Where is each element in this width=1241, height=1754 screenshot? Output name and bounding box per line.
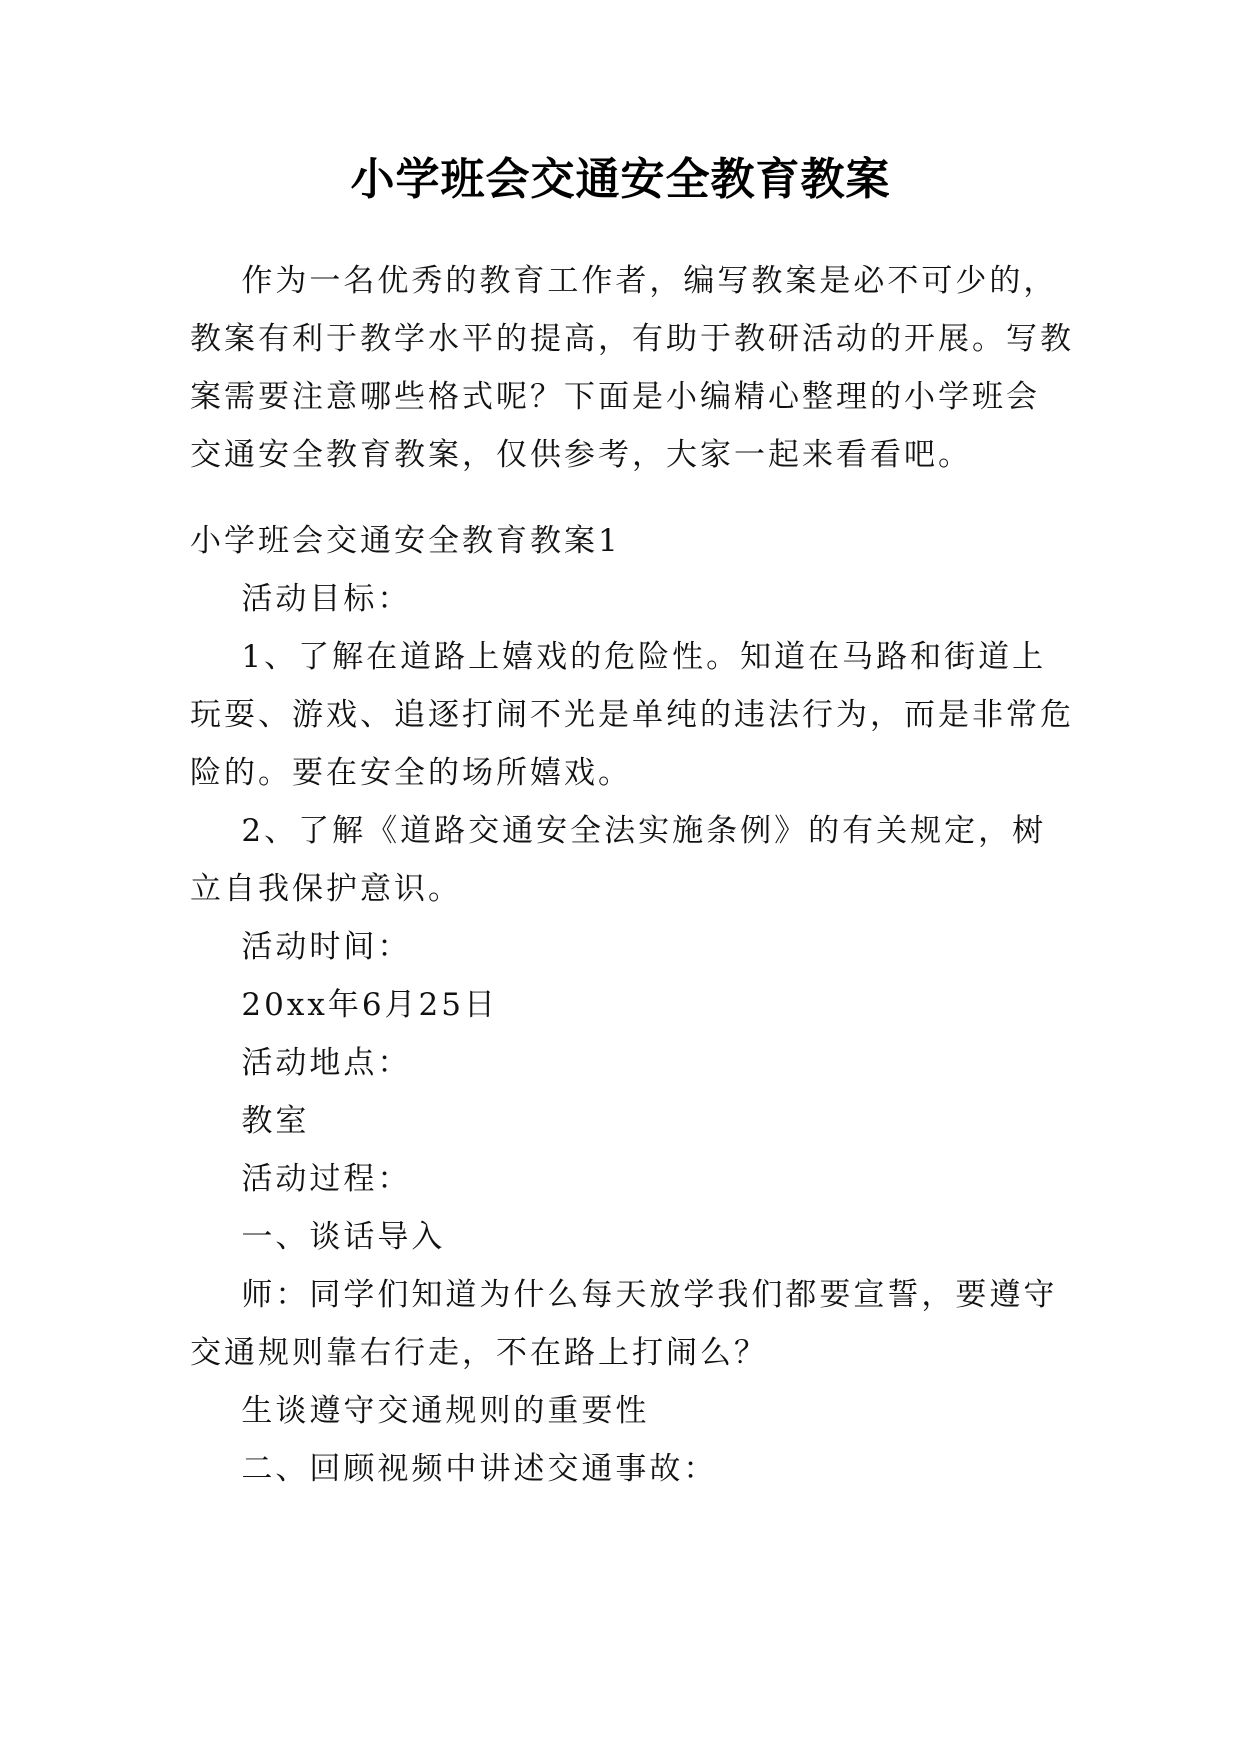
body-line: 1、了解在道路上嬉戏的危险性。知道在马路和街道上 [190, 639, 1047, 675]
intro-line: 交通安全教育教案，仅供参考，大家一起来看看吧。 [190, 437, 972, 473]
intro-line: 作为一名优秀的教育工作者，编写教案是必不可少的， [190, 263, 1058, 299]
document-title: 小学班会交通安全教育教案 [350, 154, 891, 205]
body-line: 师：同学们知道为什么每天放学我们都要宣誓，要遵守 [190, 1277, 1058, 1313]
body-line: 玩耍、游戏、追逐打闹不光是单纯的违法行为，而是非常危 [190, 697, 1074, 733]
body-line: 活动地点： [190, 1045, 412, 1081]
body-line: 立自我保护意识。 [190, 871, 462, 907]
body-line: 一、谈话导入 [190, 1219, 446, 1255]
body-line: 交通规则靠右行走，不在路上打闹么？ [190, 1335, 768, 1371]
body-line: 二、回顾视频中讲述交通事故： [190, 1451, 718, 1487]
intro-paragraph [190, 252, 1074, 484]
body-line: 2、了解《道路交通安全法实施条例》的有关规定，树 [190, 813, 1047, 849]
body-line: 20xx年6月25日 [190, 987, 498, 1023]
lesson-plan-body [190, 512, 1074, 1498]
intro-line: 教案有利于教学水平的提高，有助于教研活动的开展。写教 [190, 321, 1074, 357]
body-line: 活动时间： [190, 929, 412, 965]
body-line: 险的。要在安全的场所嬉戏。 [190, 755, 632, 791]
body-line: 生谈遵守交通规则的重要性 [190, 1393, 650, 1429]
body-line: 活动目标： [190, 581, 412, 617]
body-line: 活动过程： [190, 1161, 412, 1197]
intro-line: 案需要注意哪些格式呢？下面是小编精心整理的小学班会 [190, 379, 1040, 415]
section-heading: 小学班会交通安全教育教案1 [190, 523, 621, 559]
body-line: 教室 [190, 1103, 310, 1139]
